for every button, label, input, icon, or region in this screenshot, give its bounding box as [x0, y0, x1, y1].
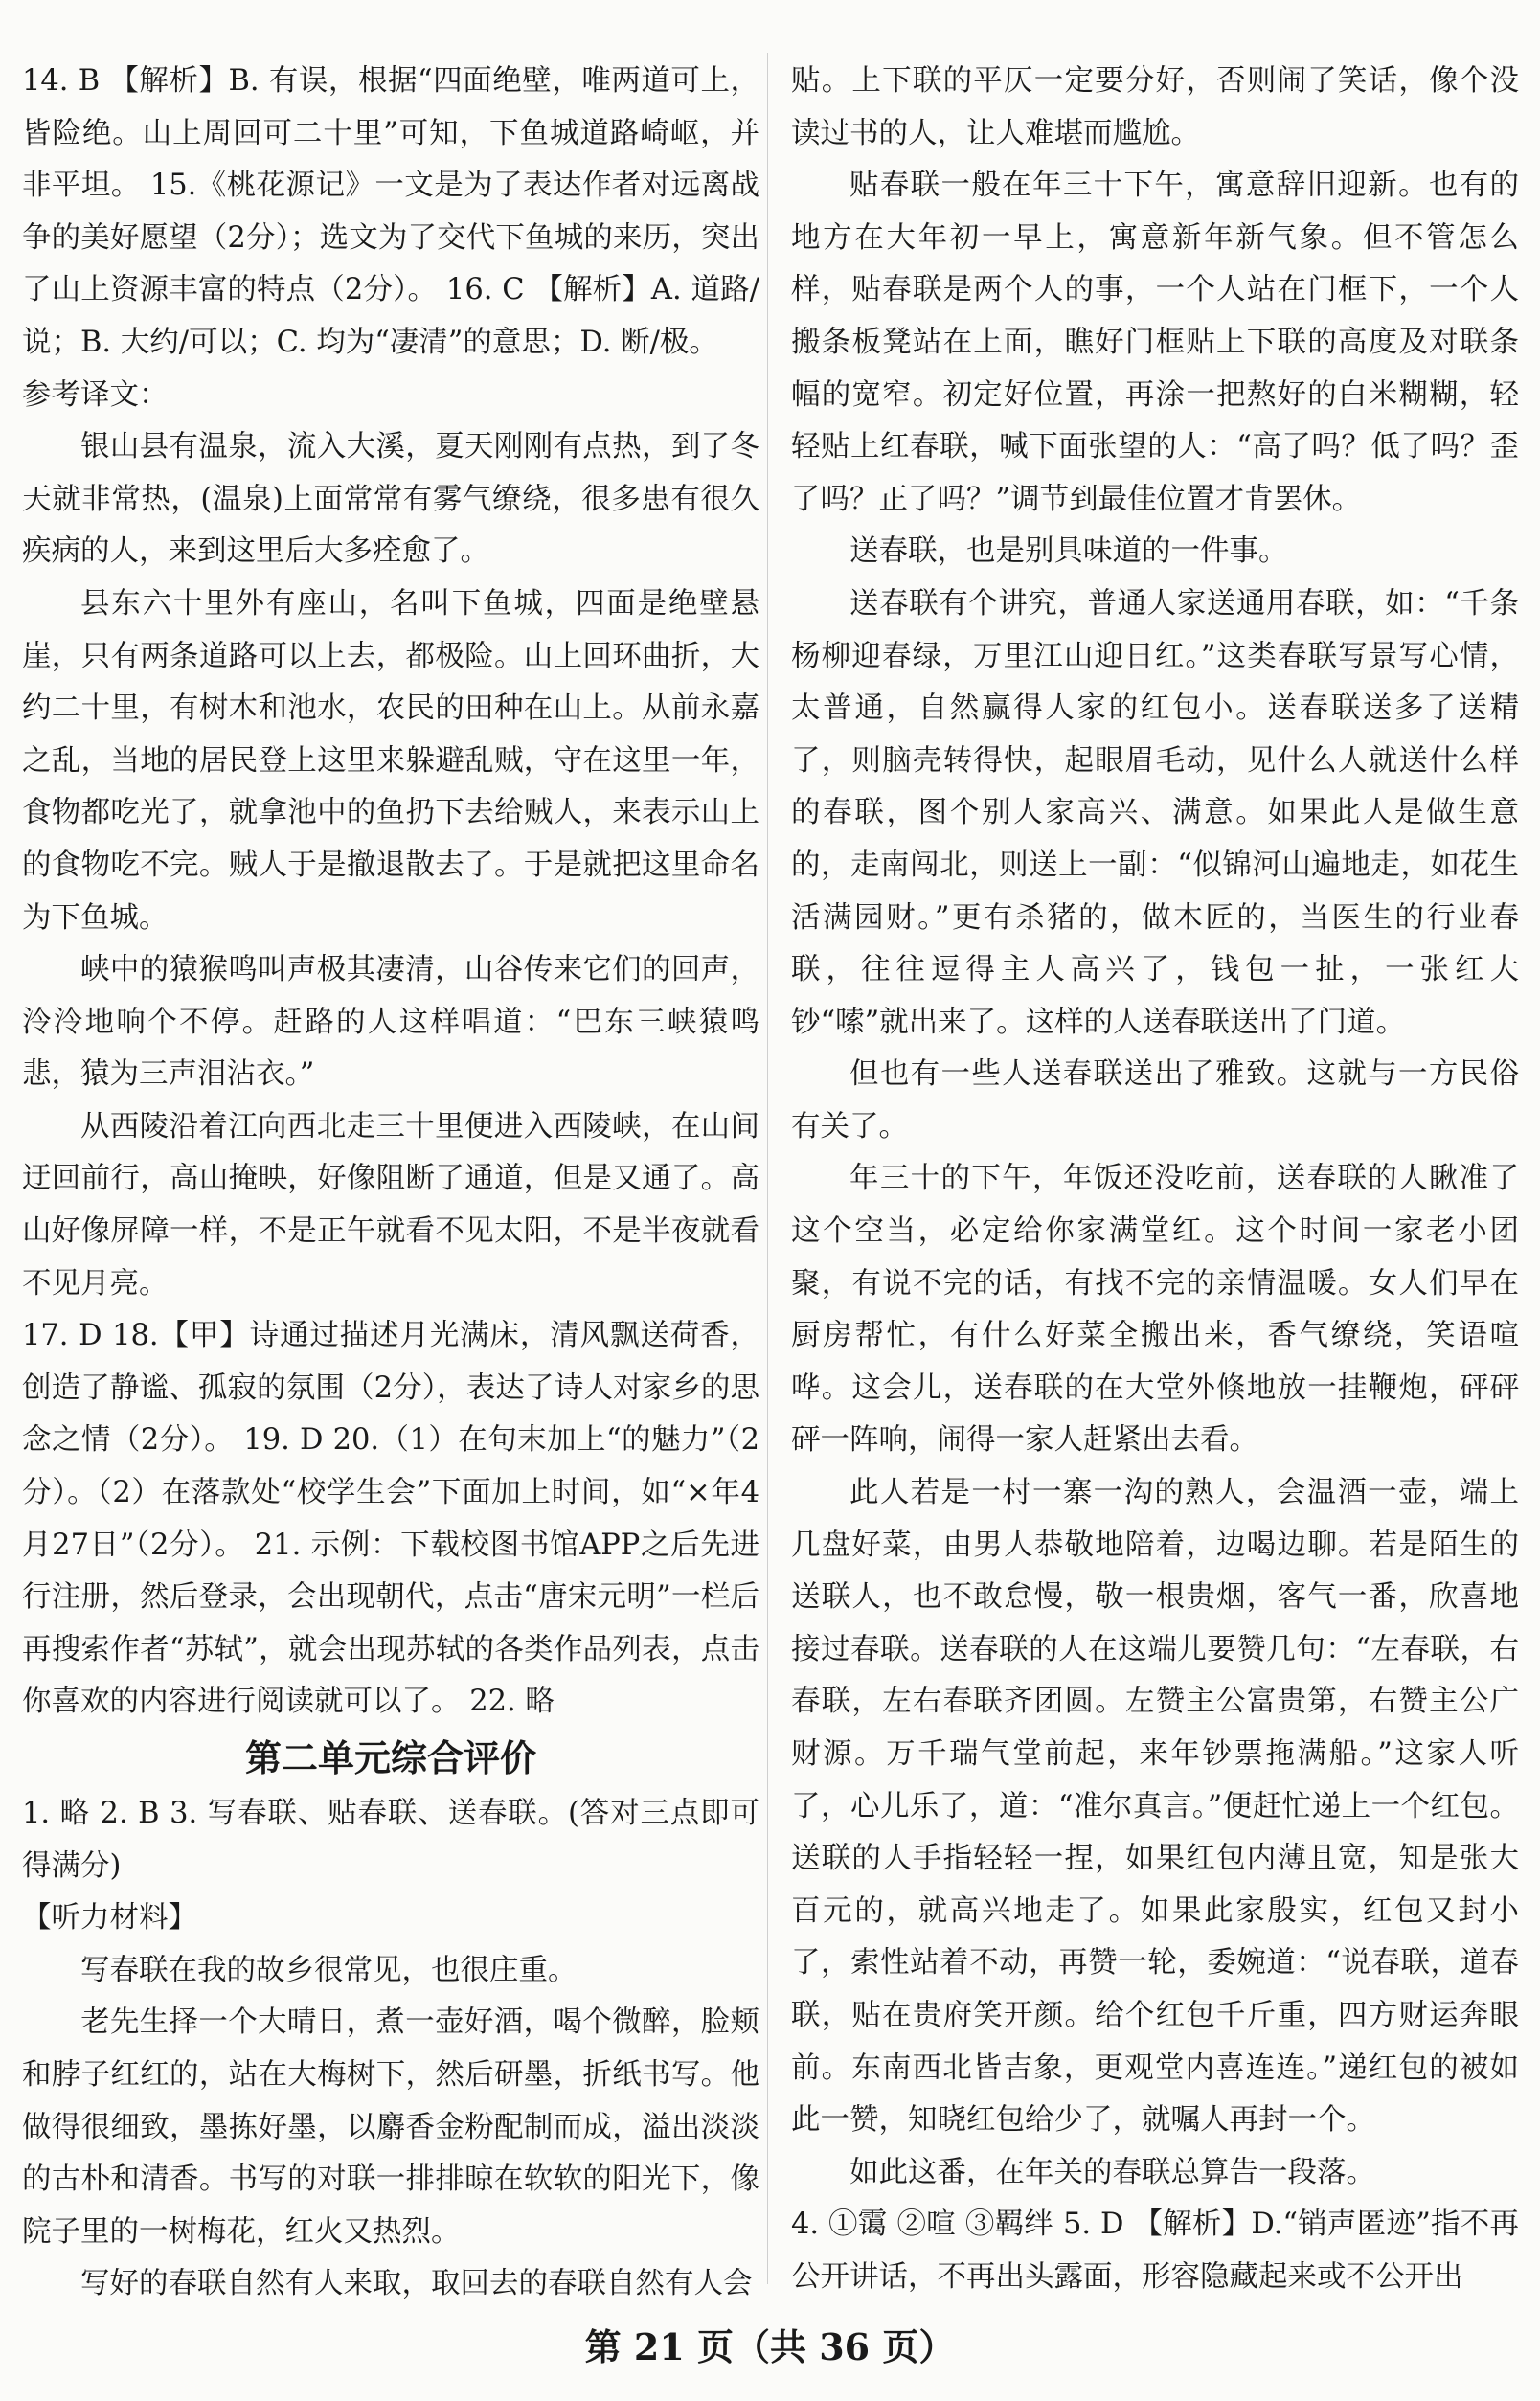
listening-paragraph-10: 如此这番，在年关的春联总算告一段落。	[849, 2155, 1375, 2189]
answer-1-3: 1. 略 2. B 3. 写春联、贴春联、送春联。(答对三点即可得满分)	[22, 1797, 759, 1883]
translation-paragraph-1: 银山县有温泉，流入大溪，夏天刚刚有点热，到了冬天就非常热，(温泉)上面常常有雾气缭绕，很多患有很久疾病的人，来到这里后大多痊愈了。	[22, 430, 759, 569]
listening-paragraph-3: 写好的春联自然有人来取，取回去的春联自然有人会	[80, 2267, 753, 2301]
translation-paragraph-3: 峡中的猿猴鸣叫声极其凄清，山谷传来它们的回声，泠泠地响个不停。赶路的人这样唱道：“巴东三峡猿鸣悲，猿为三声泪沾衣。”	[22, 953, 759, 1092]
listening-continued: 贴。上下联的平仄一定要分好，否则闹了笑话，像个没读过书的人，让人难堪而尴尬。	[791, 64, 1519, 150]
answer-17-22: 17. D 18.【甲】诗通过描述月光满床，清风飘送荷香，创造了静谧、孤寂的氛围（2分），表达了诗人对家乡的思念之情（2分）。 19. D 20.（1）在句末加上“的魅力”（2分）。（2）在落款处“校学生会”下面加上时间，如“×年4月27日”（2分）。 21. 示例：下载校图书馆APP之后先进行注册，然后登录，会出现朝代，点击“唐宋元明”一栏后再搜索作者“苏轼”，就会出现苏轼的各类作品列表，点击你喜欢的内容进行阅读就可以了。 22. 略	[22, 1319, 759, 1719]
section-heading: 第二单元综合评价	[244, 1736, 536, 1779]
listening-paragraph-8: 年三十的下午，年饭还没吃前，送春联的人瞅准了这个空当，必定给你家满堂红。这个时间一家老小团聚，有说不完的话，有找不完的亲情温暖。女人们早在厨房帮忙，有什么好菜全搬出来，香气缭绕，笑语喧哗。这会儿，送春联的在大堂外倏地放一挂鞭炮，砰砰砰一阵响，闹得一家人赶紧出去看。	[791, 1162, 1519, 1458]
translation-paragraph-2: 县东六十里外有座山，名叫下鱼城，四面是绝壁悬崖，只有两条道路可以上去，都极险。山上回环曲折，大约二十里，有树木和池水，农民的田种在山上。从前永嘉之乱，当地的居民登上这里来躲避乱贼，守在这里一年，食物都吃光了，就拿池中的鱼扔下去给贼人，来表示山上的食物吃不完。贼人于是撤退散去了。于是就把这里命名为下鱼城。	[22, 586, 759, 935]
listening-paragraph-5: 送春联，也是别具味道的一件事。	[849, 534, 1288, 569]
answer-14-16: 14. B 【解析】B. 有误，根据“四面绝壁，唯两道可上，皆险绝。山上周回可二十里”可知，下鱼城道路崎岖，并非平坦。 15.《桃花源记》一文是为了表达作者对远离战争的美好愿望（2分）；选文为了交代下鱼城的来历，突出了山上资源丰富的特点（2分）。 16. C 【解析】A. 道路/说；B. 大约/可以；C. 均为“凄清”的意思；D. 断/极。	[22, 64, 759, 359]
answer-4-5: 4. ①霭 ②喧 ③羁绊 5. D 【解析】D.“销声匿迹”指不再公开讲话，不再出头露面，形容隐藏起来或不公开出	[791, 2208, 1519, 2294]
listening-paragraph-1: 写春联在我的故乡很常见，也很庄重。	[80, 1953, 578, 1987]
left-column	[22, 56, 759, 2311]
listening-paragraph-7: 但也有一些人送春联送出了雅致。这就与一方民俗有关了。	[791, 1057, 1519, 1144]
translation-paragraph-4: 从西陵沿着江向西北走三十里便进入西陵峡，在山间迂回前行，高山掩映，好像阻断了通道，但是又通了。高山好像屏障一样，不是正午就看不见太阳，不是半夜就看不见月亮。	[22, 1109, 759, 1301]
page-number: 第 21 页（共 36 页）	[584, 2325, 956, 2368]
right-column	[791, 56, 1519, 2304]
listening-paragraph-6: 送春联有个讲究，普通人家送通用春联，如：“千条杨柳迎春绿，万里江山迎日红。”这类春联写景写心情，太普通，自然赢得人家的红包小。送春联送多了送精了，则脑壳转得快，起眼眉毛动，见什么人就送什么样的春联，图个别人家高兴、满意。如果此人是做生意的，走南闯北，则送上一副：“似锦河山遍地走，如花生活满园财。”更有杀猪的，做木匠的，当医生的行业春联，往往逗得主人高兴了，钱包一扯，一张红大钞“嗦”就出来了。这样的人送春联送出了门道。	[791, 586, 1519, 1039]
translation-label: 参考译文：	[22, 377, 169, 412]
listening-material-label: 【听力材料】	[22, 1901, 197, 1936]
listening-paragraph-2: 老先生择一个大晴日，煮一壶好酒，喝个微醉，脸颊和脖子红红的，站在大梅树下，然后研墨，折纸书写。他做得很细致，墨拣好墨，以麝香金粉配制而成，溢出淡淡的古朴和清香。书写的对联一排排晾在软软的阳光下，像院子里的一树梅花，红火又热烈。	[22, 2005, 759, 2249]
column-divider	[767, 53, 768, 2284]
listening-paragraph-4: 贴春联一般在年三十下午，寓意辞旧迎新。也有的地方在大年初一早上，寓意新年新气象。但不管怎么样，贴春联是两个人的事，一个人站在门框下，一个人搬条板凳站在上面，瞧好门框贴上下联的高度及对联条幅的宽窄。初定好位置，再涂一把熬好的白米糊糊，轻轻贴上红春联，喊下面张望的人：“高了吗？低了吗？歪了吗？正了吗？”调节到最佳位置才肯罢休。	[791, 169, 1519, 516]
listening-paragraph-9: 此人若是一村一寨一沟的熟人，会温酒一壶，端上几盘好菜，由男人恭敬地陪着，边喝边聊。若是陌生的送联人，也不敢怠慢，敬一根贵烟，客气一番，欣喜地接过春联。送春联的人在这端儿要赞几句：“左春联，右春联，左右春联齐团圆。左赞主公富贵第，右赞主公广财源。万千瑞气堂前起，来年钞票拖满船。”这家人听了，心儿乐了，道：“准尔真言。”便赶忙递上一个红包。送联的人手指轻轻一捏，如果红包内薄且宽，知是张大百元的，就高兴地走了。如果此家殷实，红包又封小了，索性站着不动，再赞一轮，委婉道：“说春联，道春联，贴在贵府笑开颜。给个红包千斤重，四方财运奔眼前。东南西北皆吉象，更观堂内喜连连。”递红包的被如此一赞，知晓红包给少了，就嘱人再封一个。	[791, 1476, 1519, 2138]
